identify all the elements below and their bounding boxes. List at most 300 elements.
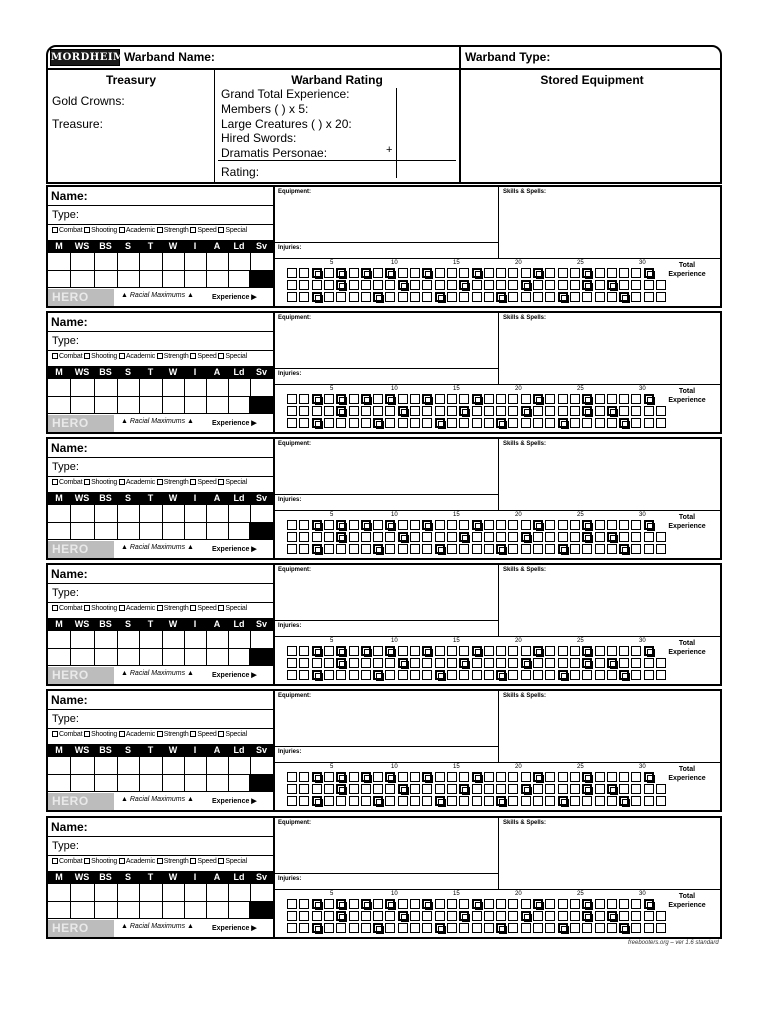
large-creatures-field[interactable]: Large Creatures ( ) x 20:	[221, 117, 352, 131]
experience-box[interactable]	[361, 544, 371, 554]
advance-box[interactable]	[558, 923, 568, 933]
advance-box[interactable]	[459, 658, 469, 668]
experience-box[interactable]	[521, 923, 531, 933]
hero-name-field[interactable]	[48, 818, 273, 837]
experience-box[interactable]	[570, 520, 580, 530]
advance-box[interactable]	[385, 772, 395, 782]
experience-box[interactable]	[644, 292, 654, 302]
equipment-label[interactable]: Equipment:	[278, 820, 311, 826]
experience-box[interactable]	[582, 292, 592, 302]
category-checkbox[interactable]	[84, 227, 90, 233]
injuries-label[interactable]: Injuries:	[278, 749, 302, 755]
experience-box[interactable]	[385, 418, 395, 428]
experience-box[interactable]	[558, 280, 568, 290]
advance-box[interactable]	[435, 670, 445, 680]
experience-box[interactable]	[570, 796, 580, 806]
experience-box[interactable]	[545, 772, 555, 782]
experience-box[interactable]	[631, 394, 641, 404]
experience-box[interactable]	[545, 268, 555, 278]
advance-box[interactable]	[496, 544, 506, 554]
experience-box[interactable]	[435, 532, 445, 542]
experience-box[interactable]	[521, 520, 531, 530]
experience-box[interactable]	[631, 772, 641, 782]
experience-box[interactable]	[324, 520, 334, 530]
experience-box[interactable]	[496, 646, 506, 656]
advance-box[interactable]	[496, 292, 506, 302]
experience-box[interactable]	[299, 520, 309, 530]
experience-box[interactable]	[398, 418, 408, 428]
experience-box[interactable]	[373, 406, 383, 416]
experience-box[interactable]	[496, 406, 506, 416]
experience-box[interactable]	[619, 646, 629, 656]
experience-box[interactable]	[385, 406, 395, 416]
experience-box[interactable]	[410, 784, 420, 794]
experience-box[interactable]	[570, 280, 580, 290]
experience-box[interactable]	[545, 418, 555, 428]
experience-box[interactable]	[496, 911, 506, 921]
advance-box[interactable]	[373, 292, 383, 302]
experience-box[interactable]	[521, 268, 531, 278]
advance-box[interactable]	[496, 923, 506, 933]
experience-box[interactable]	[447, 923, 457, 933]
hero-name-field[interactable]	[48, 187, 273, 206]
grand-total-experience-field[interactable]: Grand Total Experience:	[221, 87, 350, 101]
experience-box[interactable]	[521, 394, 531, 404]
experience-box[interactable]	[299, 772, 309, 782]
advance-box[interactable]	[435, 544, 445, 554]
advance-box[interactable]	[312, 923, 322, 933]
experience-box[interactable]	[570, 394, 580, 404]
hero-type-field[interactable]	[48, 458, 273, 477]
experience-box[interactable]	[287, 406, 297, 416]
experience-box[interactable]	[349, 658, 359, 668]
experience-box[interactable]	[508, 280, 518, 290]
experience-box[interactable]	[287, 911, 297, 921]
experience-box[interactable]	[521, 646, 531, 656]
experience-box[interactable]	[508, 646, 518, 656]
experience-box[interactable]	[508, 899, 518, 909]
experience-box[interactable]	[644, 280, 654, 290]
experience-box[interactable]	[545, 911, 555, 921]
experience-box[interactable]	[545, 670, 555, 680]
stat-grid[interactable]	[48, 631, 273, 665]
hero-name-field[interactable]	[48, 691, 273, 710]
experience-box[interactable]	[656, 280, 666, 290]
advance-box[interactable]	[422, 772, 432, 782]
stat-grid[interactable]	[48, 379, 273, 413]
advance-box[interactable]	[582, 899, 592, 909]
experience-box[interactable]	[361, 292, 371, 302]
experience-box[interactable]	[582, 923, 592, 933]
experience-box[interactable]	[484, 658, 494, 668]
experience-box[interactable]	[324, 292, 334, 302]
advance-box[interactable]	[582, 911, 592, 921]
experience-box[interactable]	[533, 280, 543, 290]
experience-box[interactable]	[508, 268, 518, 278]
experience-box[interactable]	[324, 911, 334, 921]
advance-box[interactable]	[619, 418, 629, 428]
experience-box[interactable]	[287, 923, 297, 933]
experience-box[interactable]	[496, 532, 506, 542]
advance-box[interactable]	[312, 772, 322, 782]
advance-box[interactable]	[336, 646, 346, 656]
experience-box[interactable]	[349, 418, 359, 428]
advance-box[interactable]	[472, 268, 482, 278]
experience-box[interactable]	[484, 796, 494, 806]
experience-box[interactable]	[447, 658, 457, 668]
advance-box[interactable]	[398, 784, 408, 794]
experience-box[interactable]	[545, 658, 555, 668]
experience-box[interactable]	[631, 784, 641, 794]
experience-box[interactable]	[385, 544, 395, 554]
advance-box[interactable]	[607, 532, 617, 542]
injuries-label[interactable]: Injuries:	[278, 245, 302, 251]
experience-box[interactable]	[607, 772, 617, 782]
experience-box[interactable]	[472, 670, 482, 680]
experience-box[interactable]	[385, 532, 395, 542]
experience-box[interactable]	[299, 899, 309, 909]
experience-box[interactable]	[349, 268, 359, 278]
experience-box[interactable]	[447, 520, 457, 530]
rating-field[interactable]: Rating:	[221, 165, 260, 179]
advance-box[interactable]	[312, 268, 322, 278]
experience-box[interactable]	[373, 280, 383, 290]
advance-box[interactable]	[373, 544, 383, 554]
experience-box[interactable]	[570, 670, 580, 680]
experience-box[interactable]	[545, 923, 555, 933]
experience-box[interactable]	[619, 911, 629, 921]
experience-box[interactable]	[570, 292, 580, 302]
category-checkbox[interactable]	[52, 731, 58, 737]
experience-box[interactable]	[508, 911, 518, 921]
injuries-label[interactable]: Injuries:	[278, 876, 302, 882]
experience-box[interactable]	[361, 658, 371, 668]
advance-box[interactable]	[472, 772, 482, 782]
experience-box[interactable]	[287, 532, 297, 542]
experience-box[interactable]	[595, 394, 605, 404]
advance-box[interactable]	[312, 646, 322, 656]
warband-type-label[interactable]: Warband Type:	[465, 50, 551, 64]
experience-box[interactable]	[410, 268, 420, 278]
experience-box[interactable]	[459, 394, 469, 404]
experience-box[interactable]	[410, 418, 420, 428]
experience-box[interactable]	[299, 268, 309, 278]
experience-box[interactable]	[385, 658, 395, 668]
experience-box[interactable]	[398, 899, 408, 909]
experience-box[interactable]	[607, 923, 617, 933]
experience-box[interactable]	[361, 911, 371, 921]
experience-box[interactable]	[410, 292, 420, 302]
advance-box[interactable]	[336, 532, 346, 542]
experience-box[interactable]	[619, 406, 629, 416]
experience-box[interactable]	[656, 544, 666, 554]
advance-box[interactable]	[558, 796, 568, 806]
advance-box[interactable]	[422, 520, 432, 530]
experience-box[interactable]	[287, 899, 297, 909]
experience-box[interactable]	[299, 784, 309, 794]
skills-spells-label[interactable]: Skills & Spells:	[503, 315, 547, 321]
experience-box[interactable]	[324, 670, 334, 680]
experience-box[interactable]	[410, 532, 420, 542]
advance-box[interactable]	[582, 268, 592, 278]
experience-box[interactable]	[619, 784, 629, 794]
experience-box[interactable]	[324, 658, 334, 668]
advance-box[interactable]	[361, 899, 371, 909]
experience-box[interactable]	[361, 670, 371, 680]
experience-box[interactable]	[644, 658, 654, 668]
experience-box[interactable]	[287, 394, 297, 404]
category-checkbox[interactable]	[52, 479, 58, 485]
advance-box[interactable]	[385, 394, 395, 404]
experience-box[interactable]	[299, 292, 309, 302]
skills-spells-label[interactable]: Skills & Spells:	[503, 441, 547, 447]
experience-box[interactable]	[656, 406, 666, 416]
experience-box[interactable]	[607, 292, 617, 302]
experience-box[interactable]	[595, 796, 605, 806]
experience-box[interactable]	[299, 280, 309, 290]
experience-box[interactable]	[398, 646, 408, 656]
experience-box[interactable]	[545, 784, 555, 794]
experience-box[interactable]	[484, 292, 494, 302]
category-checkbox[interactable]	[119, 479, 125, 485]
experience-box[interactable]	[435, 646, 445, 656]
experience-box[interactable]	[361, 784, 371, 794]
experience-box[interactable]	[484, 532, 494, 542]
experience-box[interactable]	[472, 280, 482, 290]
experience-box[interactable]	[619, 268, 629, 278]
advance-box[interactable]	[619, 670, 629, 680]
experience-box[interactable]	[349, 394, 359, 404]
category-checkbox[interactable]	[84, 353, 90, 359]
experience-box[interactable]	[533, 658, 543, 668]
experience-box[interactable]	[472, 784, 482, 794]
advance-box[interactable]	[422, 899, 432, 909]
experience-box[interactable]	[631, 280, 641, 290]
experience-box[interactable]	[631, 796, 641, 806]
experience-box[interactable]	[484, 544, 494, 554]
experience-box[interactable]	[595, 406, 605, 416]
advance-box[interactable]	[336, 899, 346, 909]
experience-box[interactable]	[533, 670, 543, 680]
experience-box[interactable]	[558, 784, 568, 794]
category-checkbox[interactable]	[190, 605, 196, 611]
experience-box[interactable]	[385, 796, 395, 806]
experience-box[interactable]	[644, 418, 654, 428]
category-checkbox[interactable]	[119, 227, 125, 233]
experience-box[interactable]	[644, 911, 654, 921]
advance-box[interactable]	[312, 899, 322, 909]
experience-box[interactable]	[287, 772, 297, 782]
experience-box[interactable]	[410, 406, 420, 416]
experience-box[interactable]	[595, 544, 605, 554]
experience-box[interactable]	[558, 772, 568, 782]
experience-box[interactable]	[644, 406, 654, 416]
experience-box[interactable]	[459, 292, 469, 302]
experience-box[interactable]	[447, 268, 457, 278]
experience-box[interactable]	[656, 418, 666, 428]
experience-box[interactable]	[545, 796, 555, 806]
hero-type-field[interactable]	[48, 710, 273, 729]
advance-box[interactable]	[607, 280, 617, 290]
experience-box[interactable]	[459, 268, 469, 278]
experience-box[interactable]	[373, 532, 383, 542]
experience-box[interactable]	[484, 406, 494, 416]
experience-box[interactable]	[287, 658, 297, 668]
experience-box[interactable]	[472, 532, 482, 542]
experience-box[interactable]	[570, 646, 580, 656]
experience-box[interactable]	[570, 406, 580, 416]
skills-spells-label[interactable]: Skills & Spells:	[503, 567, 547, 573]
experience-box[interactable]	[398, 670, 408, 680]
experience-box[interactable]	[287, 544, 297, 554]
experience-box[interactable]	[619, 520, 629, 530]
experience-box[interactable]	[582, 418, 592, 428]
experience-box[interactable]	[287, 268, 297, 278]
experience-box[interactable]	[361, 406, 371, 416]
experience-box[interactable]	[422, 796, 432, 806]
experience-box[interactable]	[582, 796, 592, 806]
advance-box[interactable]	[644, 772, 654, 782]
experience-box[interactable]	[570, 911, 580, 921]
hero-type-field[interactable]	[48, 584, 273, 603]
advance-box[interactable]	[533, 394, 543, 404]
experience-box[interactable]	[472, 544, 482, 554]
experience-box[interactable]	[631, 406, 641, 416]
experience-box[interactable]	[398, 544, 408, 554]
advance-box[interactable]	[398, 406, 408, 416]
advance-box[interactable]	[644, 520, 654, 530]
experience-box[interactable]	[410, 923, 420, 933]
gold-crowns-field[interactable]: Gold Crowns:	[52, 94, 125, 108]
experience-box[interactable]	[656, 911, 666, 921]
experience-box[interactable]	[447, 418, 457, 428]
experience-box[interactable]	[373, 268, 383, 278]
experience-box[interactable]	[299, 911, 309, 921]
experience-box[interactable]	[287, 646, 297, 656]
experience-box[interactable]	[361, 796, 371, 806]
experience-box[interactable]	[595, 268, 605, 278]
members-field[interactable]: Members ( ) x 5:	[221, 102, 309, 116]
experience-box[interactable]	[373, 658, 383, 668]
advance-box[interactable]	[607, 784, 617, 794]
experience-box[interactable]	[631, 658, 641, 668]
experience-box[interactable]	[336, 923, 346, 933]
experience-box[interactable]	[595, 899, 605, 909]
experience-box[interactable]	[398, 796, 408, 806]
experience-box[interactable]	[570, 772, 580, 782]
experience-box[interactable]	[508, 784, 518, 794]
experience-box[interactable]	[287, 292, 297, 302]
experience-box[interactable]	[324, 796, 334, 806]
experience-box[interactable]	[595, 418, 605, 428]
experience-box[interactable]	[607, 394, 617, 404]
experience-box[interactable]	[410, 394, 420, 404]
experience-box[interactable]	[508, 292, 518, 302]
experience-box[interactable]	[398, 292, 408, 302]
experience-box[interactable]	[422, 292, 432, 302]
advance-box[interactable]	[582, 532, 592, 542]
experience-box[interactable]	[508, 532, 518, 542]
experience-box[interactable]	[349, 899, 359, 909]
experience-box[interactable]	[545, 532, 555, 542]
experience-box[interactable]	[595, 280, 605, 290]
experience-box[interactable]	[631, 911, 641, 921]
advance-box[interactable]	[373, 418, 383, 428]
experience-box[interactable]	[312, 658, 322, 668]
category-checkbox[interactable]	[84, 731, 90, 737]
category-checkbox[interactable]	[218, 353, 224, 359]
experience-box[interactable]	[373, 646, 383, 656]
advance-box[interactable]	[521, 532, 531, 542]
experience-box[interactable]	[619, 532, 629, 542]
category-checkbox[interactable]	[218, 605, 224, 611]
equipment-label[interactable]: Equipment:	[278, 441, 311, 447]
injuries-label[interactable]: Injuries:	[278, 371, 302, 377]
experience-box[interactable]	[558, 532, 568, 542]
advance-box[interactable]	[521, 911, 531, 921]
experience-box[interactable]	[631, 899, 641, 909]
experience-box[interactable]	[287, 418, 297, 428]
experience-box[interactable]	[631, 292, 641, 302]
experience-box[interactable]	[373, 394, 383, 404]
experience-box[interactable]	[447, 670, 457, 680]
experience-box[interactable]	[373, 784, 383, 794]
experience-box[interactable]	[410, 772, 420, 782]
experience-box[interactable]	[385, 670, 395, 680]
experience-box[interactable]	[447, 772, 457, 782]
experience-box[interactable]	[656, 923, 666, 933]
hero-name-field[interactable]	[48, 313, 273, 332]
experience-box[interactable]	[349, 280, 359, 290]
dramatis-personae-field[interactable]: Dramatis Personae:	[221, 146, 328, 160]
experience-box[interactable]	[558, 899, 568, 909]
experience-box[interactable]	[484, 268, 494, 278]
experience-box[interactable]	[595, 784, 605, 794]
category-checkbox[interactable]	[157, 479, 163, 485]
experience-box[interactable]	[312, 911, 322, 921]
experience-box[interactable]	[422, 670, 432, 680]
experience-box[interactable]	[595, 670, 605, 680]
experience-box[interactable]	[607, 520, 617, 530]
experience-box[interactable]	[508, 520, 518, 530]
experience-box[interactable]	[533, 292, 543, 302]
experience-box[interactable]	[349, 911, 359, 921]
advance-box[interactable]	[312, 544, 322, 554]
experience-box[interactable]	[607, 544, 617, 554]
advance-box[interactable]	[644, 899, 654, 909]
category-checkbox[interactable]	[119, 731, 125, 737]
advance-box[interactable]	[644, 646, 654, 656]
advance-box[interactable]	[472, 394, 482, 404]
experience-box[interactable]	[484, 899, 494, 909]
advance-box[interactable]	[361, 646, 371, 656]
experience-box[interactable]	[656, 292, 666, 302]
experience-box[interactable]	[422, 406, 432, 416]
advance-box[interactable]	[459, 280, 469, 290]
experience-box[interactable]	[619, 658, 629, 668]
advance-box[interactable]	[558, 418, 568, 428]
category-checkbox[interactable]	[84, 858, 90, 864]
equipment-label[interactable]: Equipment:	[278, 315, 311, 321]
experience-box[interactable]	[422, 784, 432, 794]
advance-box[interactable]	[361, 268, 371, 278]
hero-name-field[interactable]	[48, 565, 273, 584]
experience-box[interactable]	[508, 544, 518, 554]
experience-box[interactable]	[422, 280, 432, 290]
experience-box[interactable]	[447, 899, 457, 909]
experience-box[interactable]	[644, 923, 654, 933]
experience-box[interactable]	[644, 532, 654, 542]
